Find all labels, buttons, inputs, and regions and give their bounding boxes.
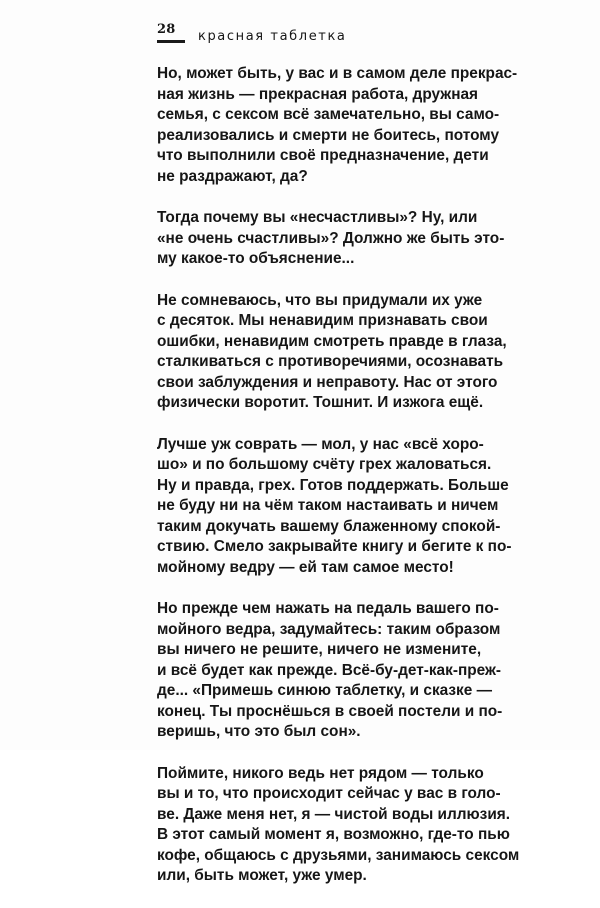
paragraph-2 — [157, 208, 505, 270]
text-line: Лучше уж соврать — мол, у нас «всё хоро- — [157, 435, 484, 453]
text-line: шо» и по большому счёту грех жаловаться. — [157, 456, 492, 473]
paragraph-6 — [157, 764, 520, 887]
text-line: Ну и правда, грех. Готов поддержать. Больше — [157, 476, 509, 494]
text-line: сталкиваться с противоречиями, осознавать — [157, 353, 504, 370]
text-line: вы и то, что происходит сейчас у вас в голо- — [157, 785, 501, 802]
text-line: не буду ни на чём таком настаивать и ничем — [157, 497, 499, 514]
text-line: не раздражают, да? — [157, 167, 308, 185]
text-line: и всё будет как прежде. Всё-бу-дет-как-преж- — [157, 661, 502, 679]
text-line: ная жизнь — прекрасная работа, дружная — [157, 85, 479, 103]
page-number: 28 — [157, 22, 176, 37]
text-line: ошибки, ненавидим смотреть правде в глаза, — [157, 332, 507, 350]
text-line: семья, с сексом всё замечательно, вы само- — [157, 106, 500, 123]
text-line: вы ничего не решите, ничего не измените, — [157, 641, 482, 658]
text-line: Не сомневаюсь, что вы придумали их уже — [157, 291, 483, 309]
paragraph-1 — [157, 64, 518, 187]
paragraph-3 — [157, 291, 507, 414]
text-line: или, быть может, уже умер. — [157, 867, 367, 884]
running-head — [157, 22, 457, 52]
text-line: «не очень счастливы»? Должно же быть это- — [157, 229, 505, 247]
text-line: му какое-то объяснение... — [157, 250, 355, 267]
text-line: мойного ведра, задумайтесь: таким образом — [157, 620, 501, 638]
book-title: красная таблетка — [198, 29, 347, 44]
text-line: реализовались и смерти не боитесь, потому — [157, 126, 500, 144]
text-line: что выполнили своё предназначение, дети — [157, 147, 489, 164]
paragraph-5 — [157, 599, 503, 743]
text-line: ве. Даже меня нет, я — чистой воды иллюзия. — [157, 805, 511, 823]
paragraph-4 — [157, 435, 512, 579]
text-line: свои заблуждения и неправоту. Нас от этого — [157, 373, 498, 391]
text-line: де... «Примешь синюю таблетку, и сказке — — [157, 682, 492, 699]
text-line: Но, может быть, у вас и в самом деле прекрас- — [157, 65, 518, 82]
text-line: с десяток. Мы ненавидим признавать свои — [157, 312, 488, 329]
text-line: Но прежде чем нажать на педаль вашего по- — [157, 600, 499, 617]
body-text — [157, 64, 520, 908]
text-line: физически воротит. Тошнит. И изжога ещё. — [157, 394, 484, 411]
text-line: Тогда почему вы «несчастливы»? Ну, или — [157, 209, 478, 226]
text-line: Поймите, никого ведь нет рядом — только — [157, 764, 484, 782]
text-line: кофе, общаюсь с друзьями, занимаюсь сексом — [157, 846, 520, 864]
text-line: веришь, что это был сон». — [157, 723, 361, 740]
header-rule — [157, 40, 185, 43]
text-line: конец. Ты проснёшься в своей постели и по- — [157, 702, 503, 720]
text-line: ствию. Смело закрывайте книгу и бегите к по- — [157, 538, 512, 555]
text-line: таким докучать вашему блаженному спокой- — [157, 517, 501, 535]
text-line: В этот самый момент я, возможно, где-то пью — [157, 826, 510, 843]
text-line: мойному ведру — ей там самое место! — [157, 558, 454, 576]
